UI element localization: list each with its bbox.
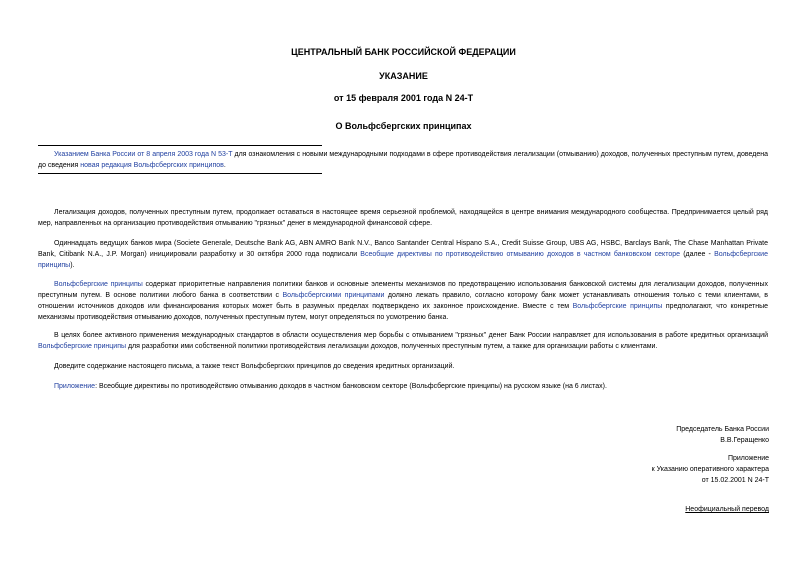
document-type: УКАЗАНИЕ	[379, 71, 428, 81]
note-text-end: .	[223, 162, 226, 169]
document-title: О Вольфсбергских принципах	[335, 121, 472, 131]
signatory-name: В.В.Геращенко	[720, 437, 769, 444]
document-date-number: от 15 февраля 2001 года N 24-Т	[333, 93, 474, 103]
link-wolfsberg-principles[interactable]: Вольфсбергские принципы	[38, 251, 768, 269]
paragraph-4-text-b: для разработки ими собственной политики противодействия легализации доходов, полученных преступным путем, а также для организации работы с клиентами.	[126, 343, 658, 350]
issuer-heading: ЦЕНТРАЛЬНЫЙ БАНК РОССИЙСКОЙ ФЕДЕРАЦИИ	[291, 47, 516, 57]
paragraph-3-text: содержат приоритетные направления политики банков и основные элементы механизмов по предотвращению использования банковской системы для легализации доходов, полученных преступным путем. В основе политики любого банка в соответствии с	[38, 281, 768, 299]
paragraph-2-text-b: (далее -	[680, 251, 715, 258]
paragraph-3-text-c: предполагают, что конкретные механизмы противодействия отмыванию доходов, полученных преступным путем, могут определяться по усмотрению банка.	[38, 303, 769, 321]
link-appendix[interactable]: Приложение	[54, 383, 96, 390]
signatory-position: Председатель Банка России	[676, 426, 769, 433]
paragraph-4-text: В целях более активного применения международных стандартов в области осуществления мер борьбы с отмыванием "грязных" денег Банк России направляет для использования в работе кредитных организаций	[54, 332, 768, 339]
link-wolfsberg-principles-3[interactable]: Вольфсбергскими принципами	[282, 292, 385, 299]
paragraph-6	[38, 381, 768, 392]
paragraph-2-text-c: ).	[70, 262, 75, 269]
appendix-line-2: к Указанию оперативного характера	[651, 466, 769, 473]
unofficial-translation-label: Неофициальный перевод	[685, 506, 769, 513]
appendix-line-1: Приложение	[727, 455, 769, 462]
paragraph-2-text: Одиннадцать ведущих банков мира (Societe Generale, Deutsche Bank AG, ABN AMRO Bank N.V., Banco Santander Central Hispano S.A., Credit Suisse Group, UBS AG, HSBC, Barclays Bank, The Chase Manhattan Private Bank, Citibank N.A., J.P. Morgan) инициировали разработку и 30 октября 2000 года подписали	[38, 240, 768, 258]
paragraph-3-text-b: должно лежать правило, согласно которому банк может устанавливать отношения только с теми клиентами, в отношении источников доходов или финансирования которых может быть в разумных пределах подтверждено их законное происхождение. Вместе с тем	[38, 292, 768, 310]
link-general-directives[interactable]: Всеобщие директивы по противодействию отмыванию доходов в частном банковском секторе	[360, 251, 680, 258]
note-link-decree[interactable]: Указанием Банка России от 8 апреля 2003 года N 53-Т	[54, 151, 233, 158]
paragraph-2	[38, 238, 768, 271]
paragraph-6-text: : Всеобщие директивы по противодействию отмыванию доходов в частном банковском секторе (Вольфсбергские принципы) на русском языке (на 6 листах).	[95, 383, 607, 390]
link-wolfsberg-principles-4[interactable]: Вольфсбергские принципы	[572, 303, 663, 310]
link-wolfsberg-principles-2[interactable]: Вольфсбергские принципы	[54, 281, 143, 288]
editorial-note	[38, 149, 768, 171]
paragraph-3	[38, 279, 768, 323]
note-bottom-rule	[38, 173, 322, 174]
note-link-new-edition[interactable]: новая редакция Вольфсбергских принципов	[80, 162, 224, 169]
appendix-line-3: от 15.02.2001 N 24-Т	[701, 477, 769, 484]
paragraph-5: Доведите содержание настоящего письма, а также текст Вольфсбергских принципов до сведения кредитных организаций.	[54, 363, 455, 370]
note-top-rule	[38, 145, 322, 146]
note-text: для ознакомления с новыми международными подходами в сфере противодействия легализации (отмыванию) доходов, полученных преступным путем, доведена до сведения	[38, 151, 768, 169]
appendix-reference	[652, 453, 769, 486]
signature-block	[676, 424, 769, 446]
link-wolfsberg-principles-5[interactable]: Вольфсбергские принципы	[38, 343, 127, 350]
paragraph-4	[38, 330, 768, 352]
paragraph-1: Легализация доходов, полученных преступным путем, продолжает оставаться в настоящее время серьезной проблемой, находящейся в центре внимания международного сообщества. Предпринимается целый ряд мер, направленных на организацию противодействия отмыванию "грязных" денег в международной финансовой сфере.	[38, 209, 768, 227]
